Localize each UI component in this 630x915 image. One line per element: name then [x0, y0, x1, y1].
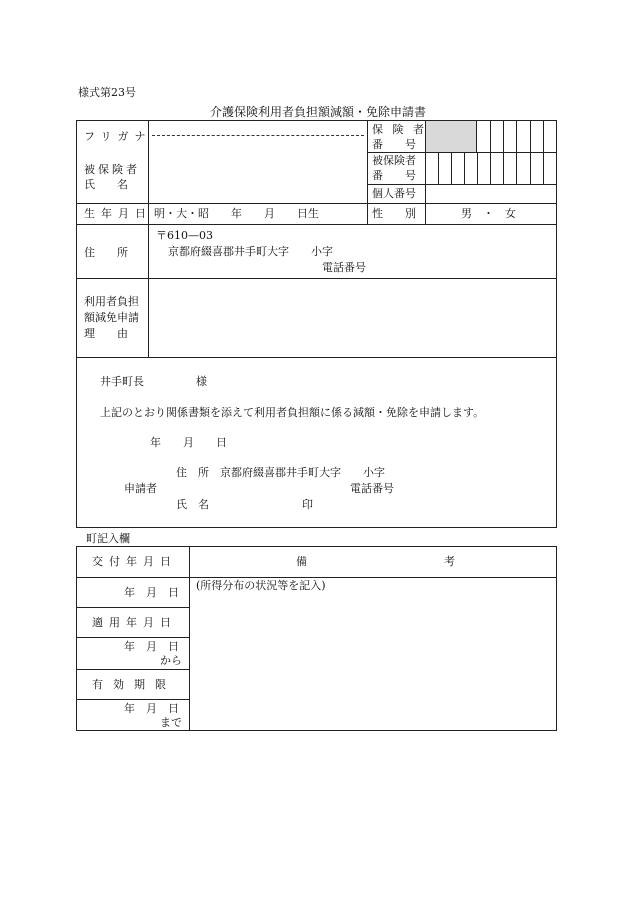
seal-label: 印	[302, 498, 313, 511]
valid-ymd: 年 月 日	[124, 702, 179, 715]
insured-number-label-1: 被保険者	[372, 154, 416, 167]
insurer-number-label-2: 番 号	[372, 138, 416, 151]
issue-date-label: 交付年月日	[92, 555, 177, 568]
apply-date-ymd: 年 月 日	[124, 640, 179, 653]
name-label: 氏 名	[84, 178, 128, 191]
declaration-text: 上記のとおり関係書類を添えて利用者負担額に係る減額・免除を申請します。	[100, 406, 485, 419]
apply-date-label: 適用年月日	[92, 616, 177, 629]
address-label: 住 所	[84, 246, 128, 259]
valid-label: 有効期限	[92, 678, 176, 691]
remarks-label-1: 備	[296, 555, 307, 568]
address-line: 京都府綴喜郡井手町大字 小字	[168, 245, 333, 258]
applicant-address: 京都府綴喜郡井手町大字 小字	[220, 466, 385, 479]
phone-label: 電話番号	[322, 261, 366, 274]
applicant-label: 申請者	[124, 482, 157, 495]
insured-label: 被保険者	[84, 163, 140, 176]
until-label: まで	[160, 716, 182, 729]
dob-label: 生年月日	[84, 207, 152, 220]
addressee-suffix: 様	[196, 375, 207, 388]
insured-number-label-2: 番 号	[372, 169, 416, 182]
applicant-phone-label: 電話番号	[350, 482, 394, 495]
applicant-name-label: 氏 名	[176, 498, 209, 511]
furigana-dashed-line	[152, 135, 364, 136]
insurer-number-label-1: 保 険 者	[372, 123, 427, 136]
date-line: 年 月 日	[150, 436, 227, 449]
reason-label-1: 利用者負担	[84, 295, 139, 308]
form-number: 様式第23号	[78, 86, 136, 99]
form-title: 介護保険利用者負担額減額・免除申請書	[210, 105, 427, 119]
furigana-label: フリガナ	[84, 130, 152, 143]
insurer-number-shaded-cell	[426, 121, 476, 152]
gender-label: 性 別	[372, 207, 416, 220]
town-section-label: 町記入欄	[86, 532, 130, 545]
remarks-label-2: 考	[444, 555, 455, 568]
issue-date-ymd: 年 月 日	[124, 586, 179, 599]
remarks-note: (所得分布の状況等を記入)	[196, 579, 326, 592]
from-label: から	[160, 654, 182, 667]
reason-label-2: 額減免申請	[84, 311, 139, 324]
reason-label-3: 理 由	[84, 327, 128, 340]
addressee: 井手町長	[100, 375, 144, 388]
dob-value: 明・大・昭 年 月 日生	[154, 207, 319, 220]
applicant-address-label: 住 所	[176, 466, 209, 479]
personal-number-label: 個人番号	[372, 187, 416, 200]
gender-value: 男 ・ 女	[461, 207, 516, 220]
postal-code: 〒610—03	[156, 229, 213, 242]
